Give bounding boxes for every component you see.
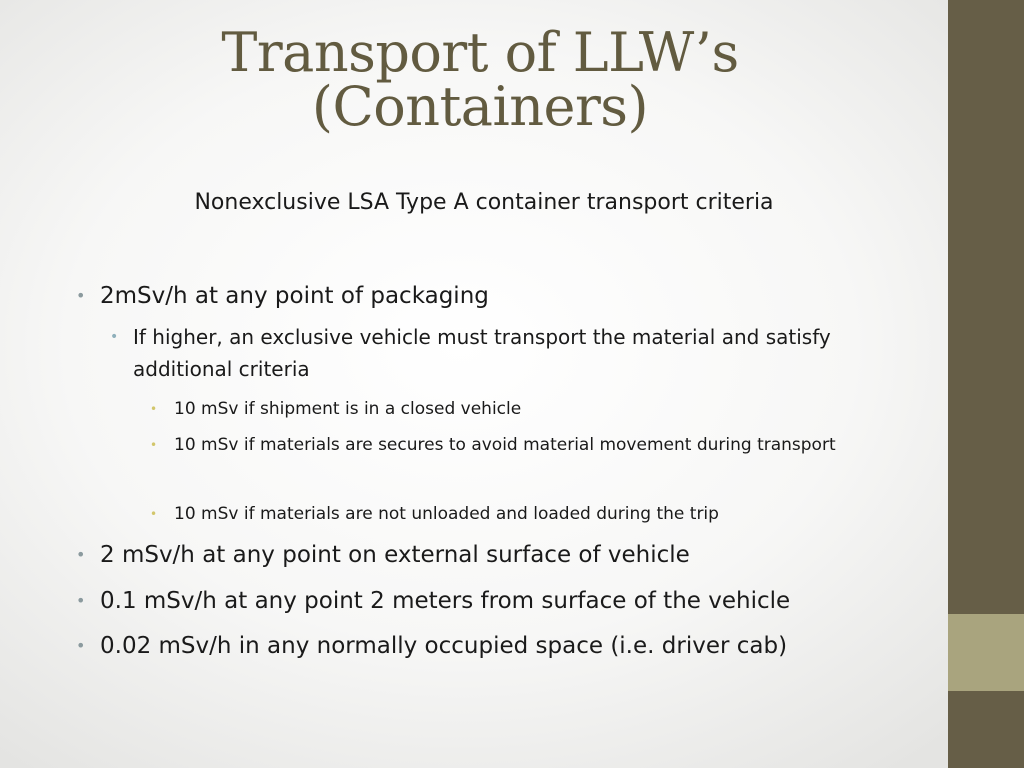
bullet-text: 2mSv/h at any point of packaging bbox=[100, 283, 489, 309]
bullet-marker: • bbox=[76, 286, 86, 305]
bullet-text: If higher, an exclusive vehicle must transport the material and satisfy additional criteria bbox=[133, 325, 831, 381]
slide-subtitle: Nonexclusive LSA Type A container transport criteria bbox=[194, 190, 774, 215]
bullet-marker: • bbox=[150, 507, 158, 521]
bullet-item bbox=[150, 394, 880, 425]
bullet-marker: • bbox=[150, 438, 158, 452]
bullet-text: 2 mSv/h at any point on external surface of vehicle bbox=[100, 542, 690, 568]
bullet-marker: • bbox=[76, 545, 86, 564]
title-line-1: Transport of LLW’s bbox=[221, 21, 739, 84]
bullet-text: 10 mSv if materials are not unloaded and loaded during the trip bbox=[174, 504, 719, 524]
bullet-item bbox=[150, 499, 880, 530]
bullet-marker: • bbox=[150, 402, 158, 416]
bullet-text: 10 mSv if shipment is in a closed vehicle bbox=[174, 399, 522, 419]
bullet-item bbox=[76, 540, 690, 570]
bullet-item bbox=[150, 430, 880, 461]
sidebar-accent-block bbox=[948, 614, 1024, 691]
slide-title bbox=[100, 21, 860, 138]
bullet-item bbox=[110, 321, 870, 385]
bullet-marker: • bbox=[76, 636, 86, 655]
title-line-2: (Containers) bbox=[311, 75, 649, 138]
sidebar-bar bbox=[948, 0, 1024, 768]
bullet-marker: • bbox=[110, 329, 119, 345]
bullet-text: 0.1 mSv/h at any point 2 meters from surface of the vehicle bbox=[100, 588, 791, 614]
bullet-text: 10 mSv if materials are secures to avoid material movement during transport bbox=[174, 435, 836, 455]
bullet-item bbox=[76, 631, 787, 661]
bullet-item bbox=[76, 586, 790, 616]
bullet-item bbox=[76, 281, 489, 311]
bullet-text: 0.02 mSv/h in any normally occupied space (i.e. driver cab) bbox=[100, 633, 788, 659]
bullet-marker: • bbox=[76, 591, 86, 610]
